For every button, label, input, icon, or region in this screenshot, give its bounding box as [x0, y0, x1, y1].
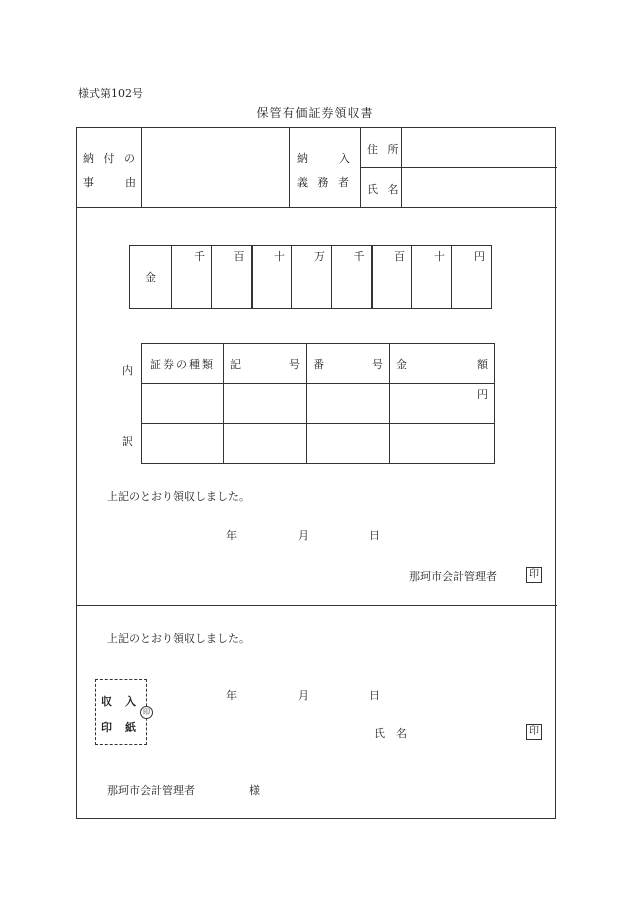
cell-symbol[interactable]	[224, 424, 307, 464]
col-amount	[390, 344, 495, 384]
stamp-label: 収 入	[101, 695, 137, 708]
addressee-label: 那珂市会計管理者	[107, 784, 195, 797]
table-row	[142, 384, 495, 424]
receipt-statement: 上記のとおり領収しました。	[107, 632, 250, 645]
divider	[289, 128, 290, 207]
cell-kind[interactable]	[142, 384, 224, 424]
document-title: 保管有価証券領収書	[256, 106, 374, 120]
name-label: 氏 名	[374, 727, 407, 740]
day-label: 日	[369, 689, 380, 702]
signer-label: 那珂市会計管理者	[409, 570, 497, 583]
divider	[77, 207, 557, 208]
details-table	[141, 343, 495, 464]
year-label: 年	[226, 529, 237, 542]
stamp-label: 印 紙	[101, 721, 137, 734]
name-field[interactable]	[402, 168, 556, 206]
digit-hundred-man[interactable]: 百	[212, 246, 252, 309]
digit-man[interactable]: 万	[292, 246, 332, 309]
col-number	[307, 344, 390, 384]
address-label: 住 所	[367, 143, 402, 156]
receipt-statement: 上記のとおり領収しました。	[107, 490, 250, 503]
form-number: 様式第102号	[78, 87, 143, 100]
month-label: 月	[298, 689, 309, 702]
digit-thousand[interactable]: 千	[332, 246, 372, 309]
table-row	[142, 344, 495, 384]
year-label: 年	[226, 689, 237, 702]
divider	[77, 605, 557, 606]
digit-hundred[interactable]: 百	[372, 246, 412, 309]
col-security-kind: 証券の種類	[142, 344, 224, 384]
honorific-label: 様	[249, 784, 260, 797]
address-field[interactable]	[402, 129, 556, 166]
col-amount-left: 金	[396, 357, 407, 371]
col-amount-right: 額	[477, 357, 488, 371]
digit-ten[interactable]: 十	[412, 246, 452, 309]
name-label: 氏 名	[367, 183, 402, 196]
col-symbol-right: 号	[289, 357, 300, 371]
details-label-top: 内	[122, 364, 133, 377]
reason-field[interactable]	[142, 129, 288, 206]
amount-table	[129, 245, 492, 309]
cell-number[interactable]	[307, 384, 390, 424]
col-symbol	[224, 344, 307, 384]
seal-mark: 印	[526, 724, 542, 740]
col-number-left: 番	[313, 357, 324, 371]
day-label: 日	[369, 529, 380, 542]
reason-label: 納 付 の	[83, 152, 138, 165]
obligor-label: 納 入	[297, 152, 353, 165]
details-label-bottom: 訳	[122, 435, 133, 448]
cell-amount[interactable]	[390, 424, 495, 464]
cell-symbol[interactable]	[224, 384, 307, 424]
digit-ten-man[interactable]: 十	[252, 246, 292, 309]
table-row	[142, 424, 495, 464]
cell-number[interactable]	[307, 424, 390, 464]
cell-amount[interactable]: 円	[390, 384, 495, 424]
digit-yen[interactable]: 円	[452, 246, 492, 309]
col-number-right: 号	[372, 357, 383, 371]
amount-label: 金	[130, 246, 172, 309]
digit-thousand-man[interactable]: 千	[172, 246, 212, 309]
col-symbol-left: 記	[230, 357, 241, 371]
month-label: 月	[298, 529, 309, 542]
round-seal-mark: 印	[140, 706, 153, 719]
seal-mark: 印	[526, 567, 542, 583]
obligor-label: 義 務 者	[297, 176, 352, 189]
cell-kind[interactable]	[142, 424, 224, 464]
reason-label: 事 由	[83, 176, 139, 189]
